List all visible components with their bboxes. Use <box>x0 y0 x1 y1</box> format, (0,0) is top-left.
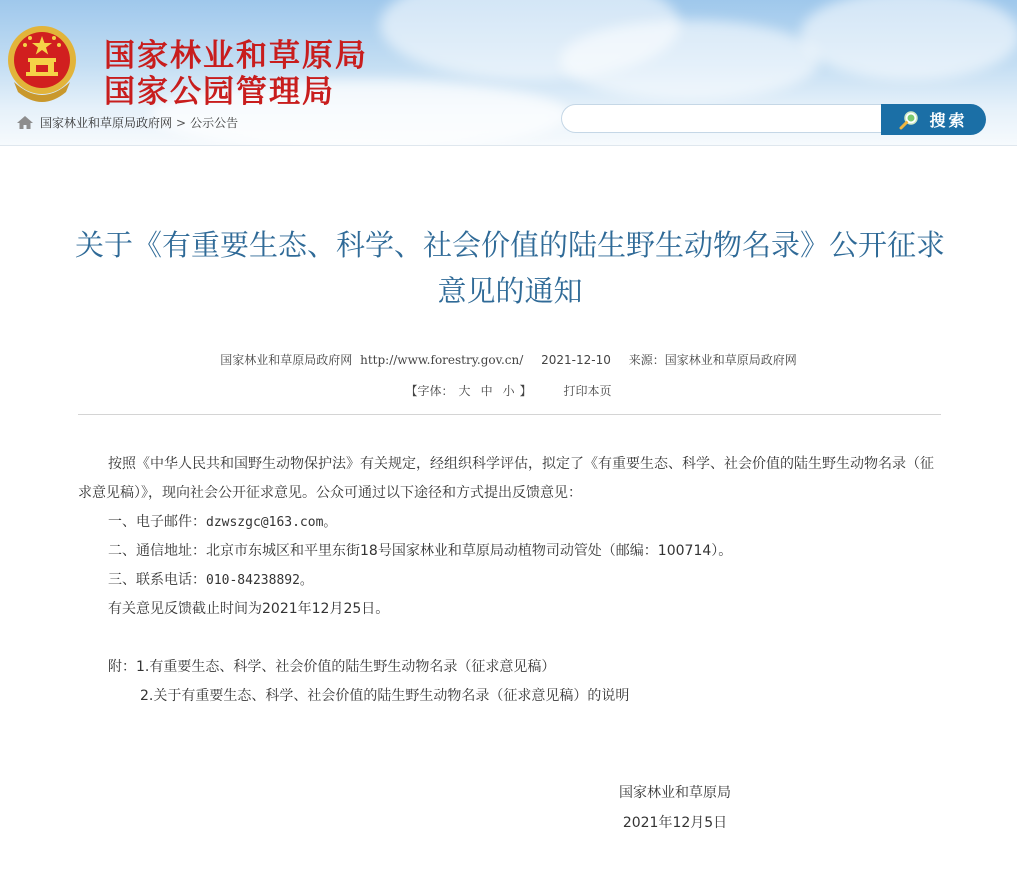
email-link[interactable]: dzwszgc@163.com。 <box>206 515 337 530</box>
phone-number: 010-84238892。 <box>206 573 313 588</box>
font-size-small-button[interactable]: 小 <box>502 384 515 398</box>
font-size-label: 【字体： <box>405 384 454 398</box>
body-phone <box>78 566 943 595</box>
site-header <box>0 0 1017 145</box>
article-body <box>78 450 943 711</box>
email-label: 一、电子邮件： <box>108 514 206 530</box>
body-address: 二、通信地址：北京市东城区和平里东街18号国家林业和草原局动植物司动管处（邮编：100714）。 <box>108 543 733 559</box>
meta-site: 国家林业和草原局政府网 <box>220 353 353 367</box>
content-divider <box>78 414 941 415</box>
attachment-link-2[interactable]: 2.关于有重要生态、科学、社会价值的陆生野生动物名录（征求意见稿）的说明 <box>140 688 630 704</box>
signature-date: 2021年12月5日 <box>622 815 728 831</box>
print-page-button[interactable]: 打印本页 <box>563 384 612 398</box>
article-meta <box>0 351 1017 368</box>
cloud-decoration <box>560 20 820 100</box>
paragraph-gap <box>78 624 943 653</box>
search-bar <box>561 104 986 135</box>
breadcrumb <box>16 114 238 131</box>
search-button[interactable] <box>881 104 986 135</box>
search-icon <box>899 110 921 130</box>
org-name-primary: 国家林业和草原局 <box>104 38 368 74</box>
search-input[interactable] <box>561 104 883 133</box>
meta-date: 2021-12-10 <box>541 353 611 367</box>
body-intro: 按照《中华人民共和国野生动物保护法》有关规定，经组织科学评估，拟定了《有重要生态、科学、社会价值的陆生野生动物名录（征求意见稿）》，现向社会公开征求意见。公众可通过以下途径和方式提出反馈意见： <box>78 456 934 501</box>
article-tools <box>0 382 1017 399</box>
font-size-large-button[interactable]: 大 <box>458 384 471 398</box>
signature-block <box>560 778 790 838</box>
meta-source: 来源：国家林业和草原局政府网 <box>628 353 797 367</box>
meta-url-link[interactable]: http://www.forestry.gov.cn/ <box>360 353 524 367</box>
attachment-link-1[interactable]: 附：1.有重要生态、科学、社会价值的陆生野生动物名录（征求意见稿） <box>108 659 556 675</box>
phone-label: 三、联系电话： <box>108 572 206 588</box>
search-button-label: 搜索 <box>929 111 968 130</box>
national-emblem-icon[interactable] <box>6 22 78 104</box>
breadcrumb-separator: > <box>176 115 187 130</box>
font-size-label-close: 】 <box>519 384 532 398</box>
home-icon[interactable] <box>16 115 34 130</box>
article-title: 关于《有重要生态、科学、社会价值的陆生野生动物名录》公开征求意见的通知 <box>74 228 945 308</box>
body-email <box>78 508 943 537</box>
cloud-decoration <box>800 0 1017 80</box>
signature-org: 国家林业和草原局 <box>619 785 731 801</box>
breadcrumb-link-site[interactable]: 国家林业和草原局政府网 <box>40 116 173 130</box>
body-deadline: 有关意见反馈截止时间为2021年12月25日。 <box>108 601 390 617</box>
header-divider <box>0 145 1017 146</box>
org-name-secondary: 国家公园管理局 <box>104 74 335 110</box>
font-size-medium-button[interactable]: 中 <box>480 384 493 398</box>
breadcrumb-link-announcements[interactable]: 公示公告 <box>190 116 239 130</box>
